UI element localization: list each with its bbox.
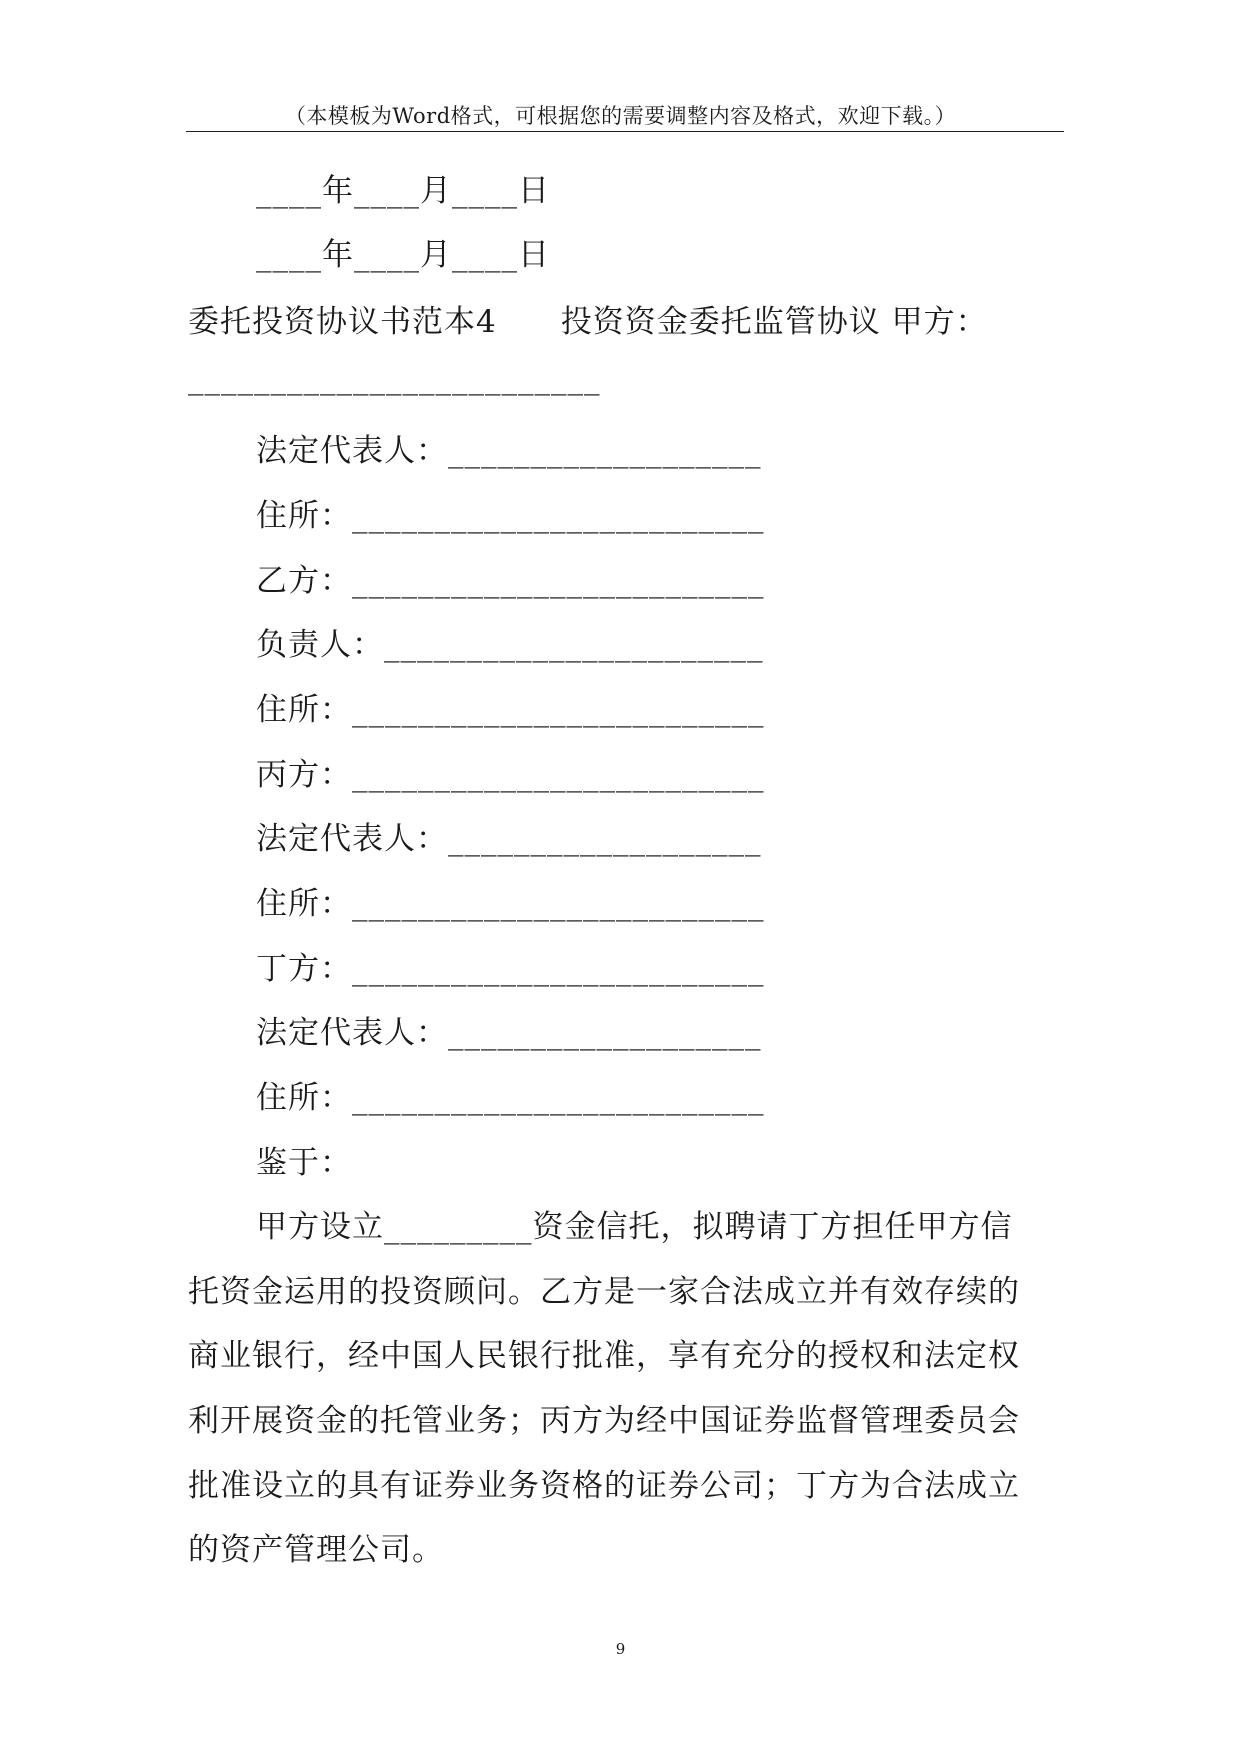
page-number: 9: [615, 1640, 626, 1658]
party-c-field: 丙方：_________________________: [256, 757, 765, 793]
party-b-address-field: 住所：_________________________: [256, 692, 765, 728]
recital-line-6: 的资产管理公司。: [188, 1532, 444, 1568]
party-d-address-field: 住所：_________________________: [256, 1080, 765, 1116]
party-d-field: 丁方：_________________________: [256, 951, 765, 987]
recital-line-5: 批准设立的具有证券业务资格的证券公司；丁方为合法成立: [188, 1468, 1020, 1504]
party-c-address-field: 住所：_________________________: [256, 886, 765, 922]
recital-line-3: 商业银行，经中国人民银行批准，享有充分的授权和法定权: [188, 1338, 1020, 1374]
whereas-heading: 鉴于：: [256, 1145, 352, 1181]
recital-line-1: 甲方设立_________资金信托，拟聘请丁方担任甲方信: [256, 1209, 1013, 1245]
party-d-legal-rep-field: 法定代表人：___________________: [256, 1015, 762, 1051]
party-a-address-field: 住所：_________________________: [256, 498, 765, 534]
template-note: （本模板为Word格式，可根据您的需要调整内容及格式，欢迎下载。）: [284, 104, 957, 128]
party-c-legal-rep-field: 法定代表人：___________________: [256, 821, 762, 857]
party-b-principal-field: 负责人：_______________________: [256, 627, 764, 663]
party-b-field: 乙方：_________________________: [256, 563, 765, 599]
date-line-2: ____年____月____日: [256, 237, 550, 273]
header-divider: [186, 131, 1064, 132]
party-a-blank: _________________________: [188, 360, 601, 396]
party-a-legal-rep-field: 法定代表人：___________________: [256, 433, 762, 469]
recital-line-2: 托资金运用的投资顾问。乙方是一家合法成立并有效存续的: [188, 1274, 1020, 1310]
document-title-line: 委托投资协议书范本4 投资资金委托监管协议 甲方：: [188, 304, 988, 340]
date-line-1: ____年____月____日: [256, 173, 550, 209]
recital-line-4: 利开展资金的托管业务；丙方为经中国证券监督管理委员会: [188, 1403, 1020, 1439]
